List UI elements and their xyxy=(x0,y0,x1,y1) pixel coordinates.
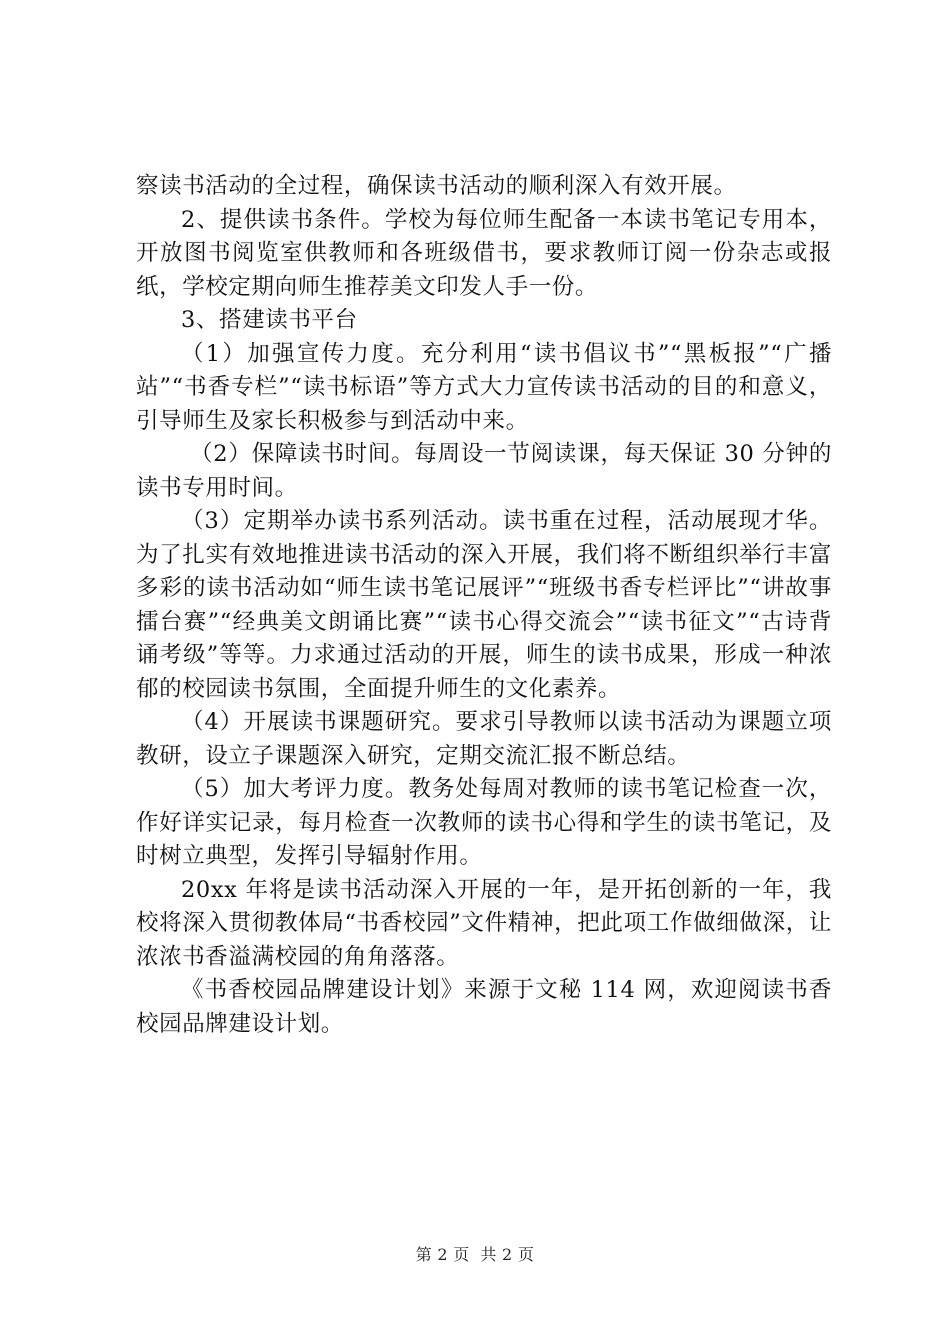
paragraph-outlook: 20xx 年将是读书活动深入开展的一年，是开拓创新的一年，我校将深入贯彻教体局“书香校园”文件精神，把此项工作做细做深，让浓浓书香溢满校园的角角落落。 xyxy=(136,876,832,970)
page-footer xyxy=(0,1242,950,1265)
document-body xyxy=(136,170,832,1041)
paragraph-continuation: 察读书活动的全过程，确保读书活动的顺利深入有效开展。 xyxy=(136,173,737,199)
paragraph-reading-activities: （3）定期举办读书系列活动。读书重在过程，活动展现才华。为了扎实有效地推进读书活动的深入开展，我们将不断组织举行丰富多彩的读书活动如“师生读书笔记展评”“班级书香专栏评比”“讲故事擂台赛”“经典美文朗诵比赛”“读书心得交流会”“读书征文”“古诗背诵考级”等等。力求通过活动的开展，师生的读书成果，形成一种浓郁的校园读书氛围，全面提升师生的文化素养。 xyxy=(136,508,832,702)
paragraph-source-note: 《书香校园品牌建设计划》来源于文秘 114 网，欢迎阅读书香校园品牌建设计划。 xyxy=(136,977,832,1037)
paragraph-reading-platform-heading: 3、搭建读书平台 xyxy=(181,307,358,333)
paragraph-research: （4）开展读书课题研究。要求引导教师以读书活动为课题立项教研，设立子课题深入研究，定期交流汇报不断总结。 xyxy=(136,709,832,769)
page-number-label: 第 2 页 共 2 页 xyxy=(415,1245,535,1264)
paragraph-publicity: （1）加强宣传力度。充分利用“读书倡议书”“黑板报”“广播站”“书香专栏”“读书标语”等方式大力宣传读书活动的目的和意义，引导师生及家长积极参与到活动中来。 xyxy=(136,340,832,434)
paragraph-reading-time: （2）保障读书时间。每周设一节阅读课，每天保证 30 分钟的读书专用时间。 xyxy=(136,441,832,501)
paragraph-reading-conditions: 2、提供读书条件。学校为每位师生配备一本读书笔记专用本，开放图书阅览室供教师和各班级借书，要求教师订阅一份杂志或报纸，学校定期向师生推荐美文印发人手一份。 xyxy=(136,206,832,300)
paragraph-evaluation: （5）加大考评力度。教务处每周对教师的读书笔记检查一次，作好详实记录，每月检查一次教师的读书心得和学生的读书笔记，及时树立典型，发挥引导辐射作用。 xyxy=(136,776,832,869)
